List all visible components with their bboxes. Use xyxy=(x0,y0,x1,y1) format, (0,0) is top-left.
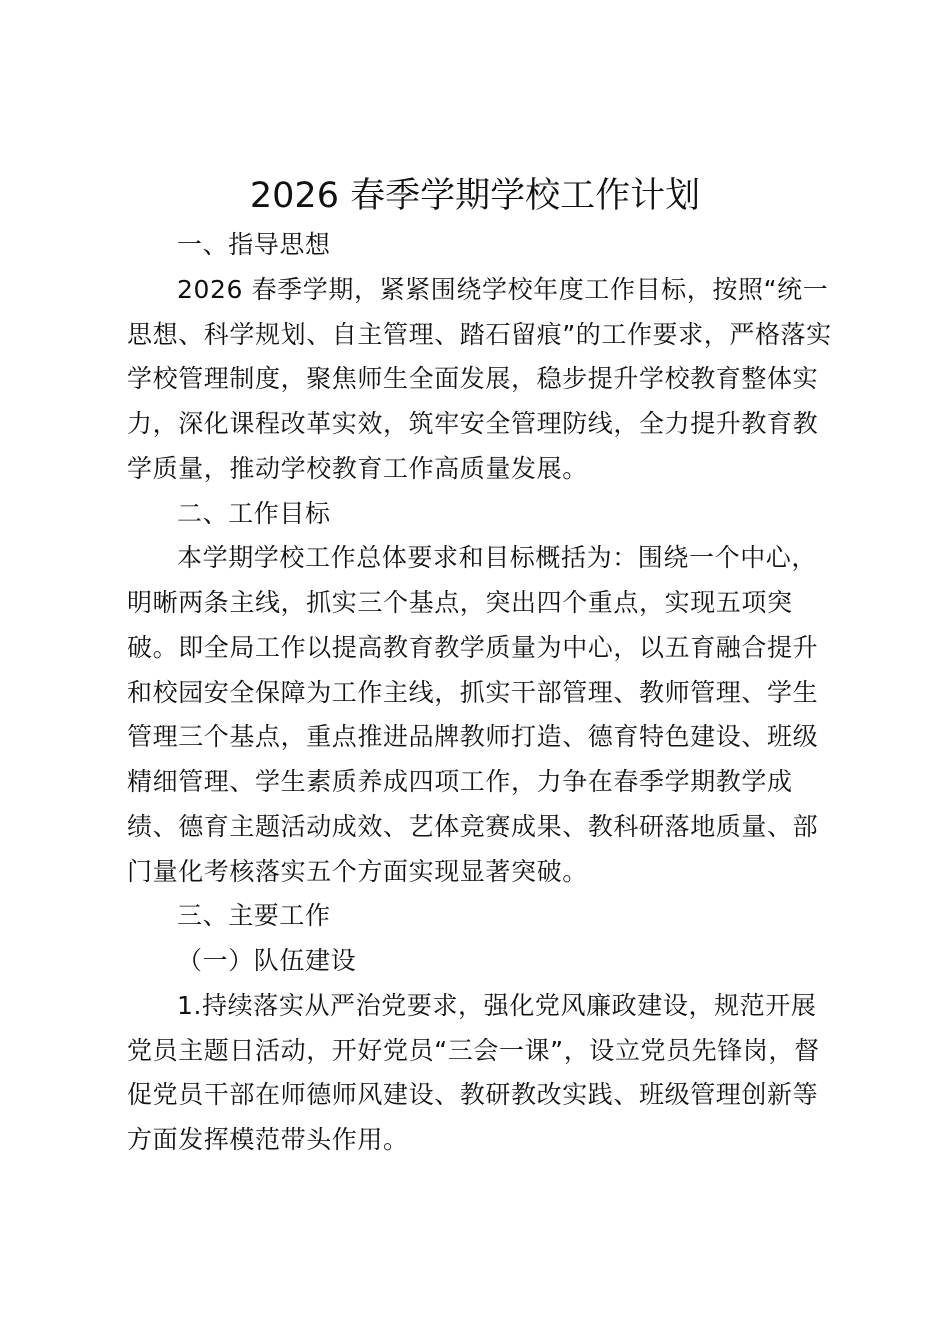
section-heading-guiding-ideology: 一、指导思想 xyxy=(177,230,331,259)
paragraph-work-goals: 本学期学校工作总体要求和目标概括为：围绕一个中心，明晰两条主线，抓实三个基点，突出四个重点，实现五项突破。即全局工作以提高教育教学质量为中心，以五育融合提升和校园安全保障为工作主线，抓实干部管理、教师管理、学生管理三个基点，重点推进品牌教师打造、德育特色建设、班级精细管理、学生素质养成四项工作，力争在春季学期教学成绩、德育主题活动成效、艺体竞赛成果、教科研落地质量、部门量化考核落实五个方面实现显著突破。 xyxy=(127,543,819,886)
document-body xyxy=(127,223,842,1163)
section-heading-work-goals: 二、工作目标 xyxy=(177,498,331,528)
subsection-heading-team-building: （一）队伍建设 xyxy=(177,946,357,975)
document-title: 2026 春季学期学校工作计划 xyxy=(249,176,701,216)
paragraph-guiding-ideology: 2026 春季学期，紧紧围绕学校年度工作目标，按照“统一思想、科学规划、自主管理、踏石留痕”的工作要求，严格落实学校管理制度，聚焦师生全面发展，稳步提升学校教育整体实力，深化课程改革实效，筑牢安全管理防线，全力提升教育教学质量，推动学校教育工作高质量发展。 xyxy=(127,274,832,483)
paragraph-team-building-1: 1.持续落实从严治党要求，强化党风廉政建设，规范开展党员主题日活动，开好党员“三会一课”，设立党员先锋岗，督促党员干部在师德师风建设、教研教改实践、班级管理创新等方面发挥模范带头作用。 xyxy=(127,990,820,1154)
section-heading-main-work: 三、主要工作 xyxy=(177,901,331,931)
